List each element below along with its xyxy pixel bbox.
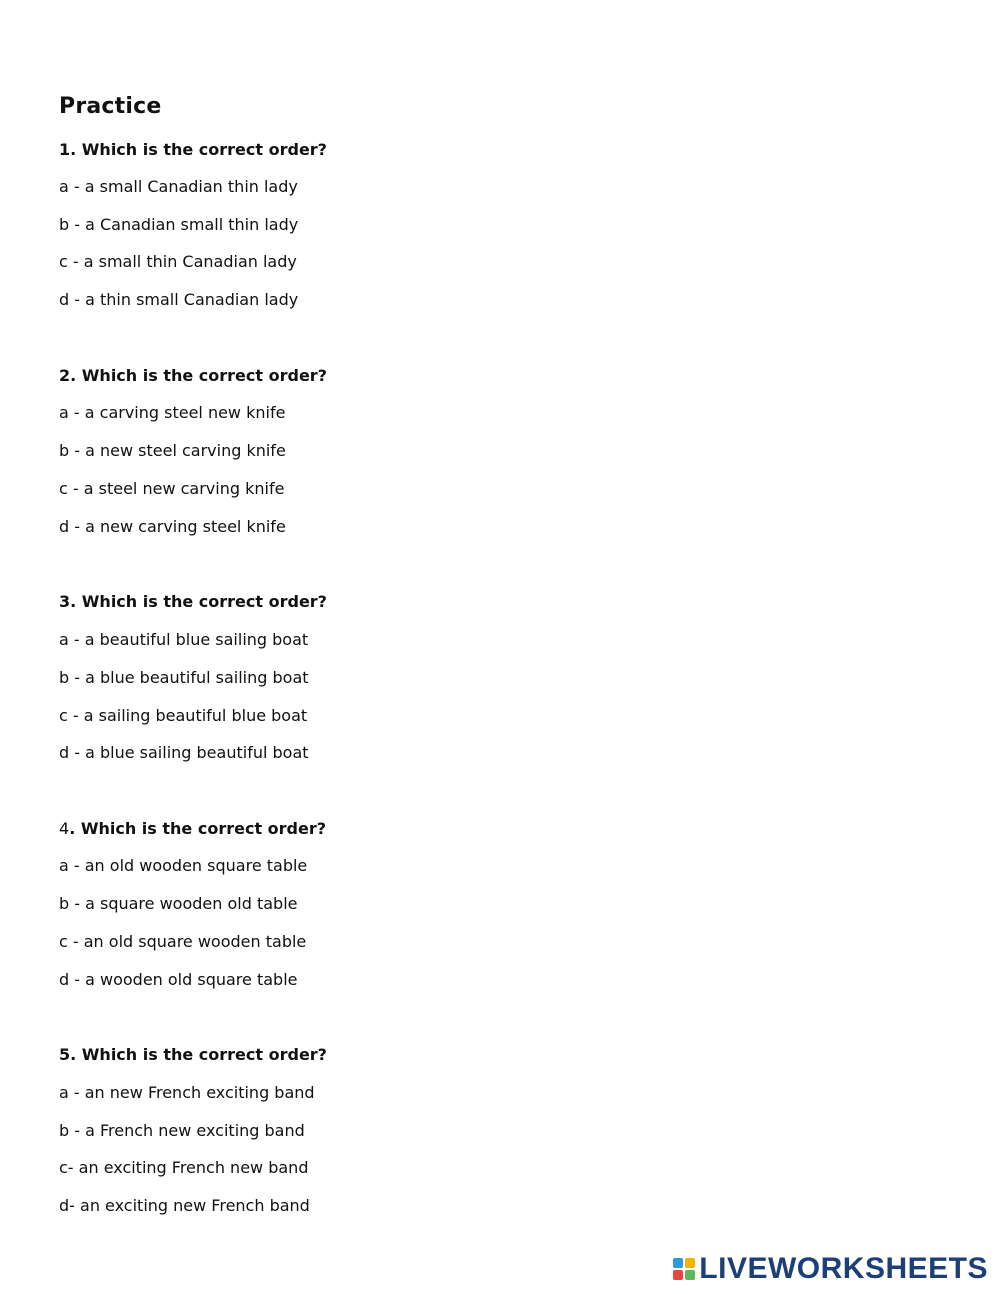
question-5-option-a[interactable]: a - an new French exciting band (59, 1083, 315, 1102)
logo-square-icon (685, 1258, 695, 1268)
question-3-option-d[interactable]: d - a blue sailing beautiful boat (59, 743, 309, 762)
question-2-option-b[interactable]: b - a new steel carving knife (59, 441, 286, 460)
question-4-option-b[interactable]: b - a square wooden old table (59, 894, 298, 913)
liveworksheets-logo (673, 1252, 988, 1286)
question-5: 5. Which is the correct order? (59, 1045, 327, 1064)
question-2-option-c[interactable]: c - a steel new carving knife (59, 479, 285, 498)
question-2-option-a[interactable]: a - a carving steel new knife (59, 403, 286, 422)
question-1: 1. Which is the correct order? (59, 140, 327, 159)
question-5-option-b[interactable]: b - a French new exciting band (59, 1121, 305, 1140)
question-1-option-a[interactable]: a - a small Canadian thin lady (59, 177, 298, 196)
logo-square-icon (673, 1258, 683, 1268)
question-1-option-d[interactable]: d - a thin small Canadian lady (59, 290, 299, 309)
question-3-option-c[interactable]: c - a sailing beautiful blue boat (59, 706, 308, 725)
question-4-option-c[interactable]: c - an old square wooden table (59, 932, 307, 951)
question-3: 3. Which is the correct order? (59, 592, 327, 611)
logo-mark-icon (673, 1258, 695, 1280)
question-4-option-a[interactable]: a - an old wooden square table (59, 856, 308, 875)
question-3-option-b[interactable]: b - a blue beautiful sailing boat (59, 668, 309, 687)
question-5-option-d[interactable]: d- an exciting new French band (59, 1196, 310, 1215)
page-title: Practice (59, 94, 162, 119)
question-1-option-c[interactable]: c - a small thin Canadian lady (59, 252, 297, 271)
question-2: 2. Which is the correct order? (59, 366, 327, 385)
question-1-option-b[interactable]: b - a Canadian small thin lady (59, 215, 299, 234)
question-4 (59, 819, 326, 839)
question-4-option-d[interactable]: d - a wooden old square table (59, 970, 298, 989)
logo-square-icon (685, 1270, 695, 1280)
question-3-option-a[interactable]: a - a beautiful blue sailing boat (59, 630, 309, 649)
question-4-number: 4 (59, 819, 70, 838)
question-4-text: . Which is the correct order? (69, 819, 327, 838)
question-2-option-d[interactable]: d - a new carving steel knife (59, 517, 286, 536)
logo-text: LIVEWORKSHEETS (699, 1252, 988, 1285)
question-5-option-c[interactable]: c- an exciting French new band (59, 1158, 309, 1177)
logo-square-icon (673, 1270, 683, 1280)
